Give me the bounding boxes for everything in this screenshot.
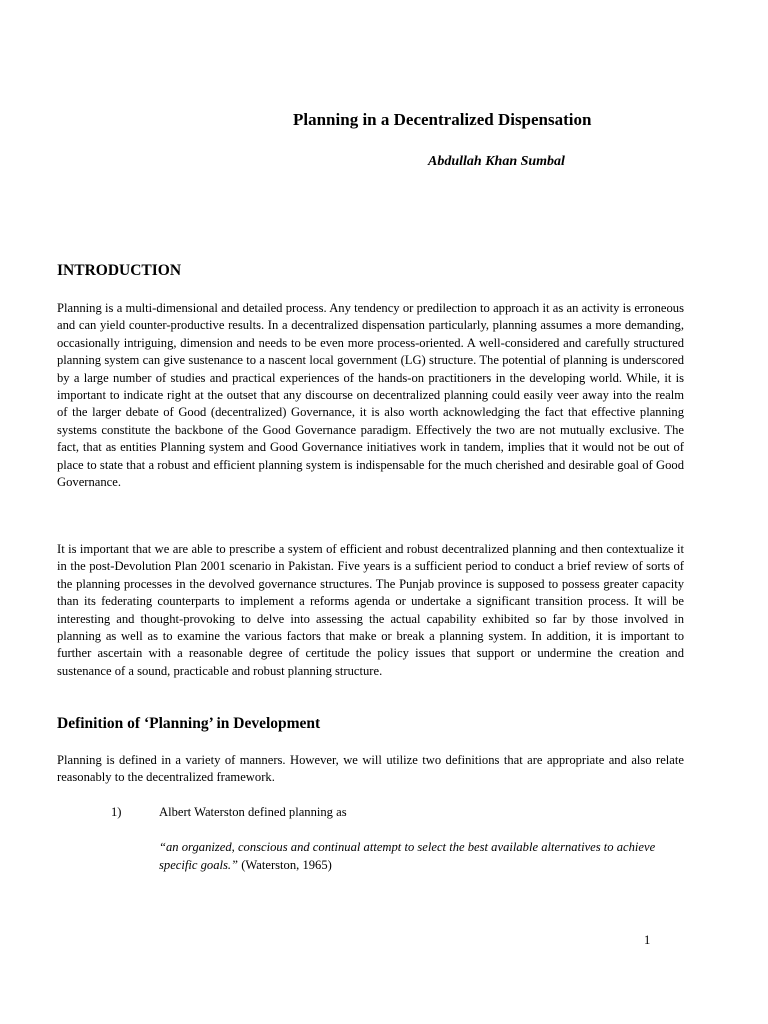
- introduction-paragraph-1: Planning is a multi-dimensional and detailed process. Any tendency or predilection to approach it as an activity is erroneous and can yield counter-productive results. In a decentralized dispensation particularly, planning assumes a more demanding, occasionally intriguing, dimension and needs to be even more process-oriented. A well-considered and carefully structured planning system can give sustenance to a nascent local government (LG) structure. The potential of planning is underscored by a large number of studies and practical experiences of the hands-on practitioners in the developing world. While, it is important to indicate right at the outset that any discourse on decentralized planning could easily veer away into the realm of the larger debate of Good (decentralized) Governance, it is also worth acknowledging the fact that effective planning systems constitute the backbone of the Good Governance paradigm. Effectively the two are not mutually exclusive. The fact, that as entities Planning system and Good Governance initiatives work in tandem, implies that it would not be out of place to state that a robust and efficient planning system is indispensable for the much cherished and desirable goal of Good Governance.: [57, 301, 684, 490]
- quote-text: “an organized, conscious and continual attempt to select the best available alternatives to achieve specific goals.”: [159, 840, 656, 872]
- quote-citation: (Waterston, 1965): [238, 858, 332, 872]
- introduction-heading: INTRODUCTION: [57, 262, 182, 279]
- author-name: Abdullah Khan Sumbal: [428, 154, 565, 169]
- definition-heading: Definition of ‘Planning’ in Development: [57, 715, 321, 732]
- definition-paragraph: Planning is defined in a variety of manners. However, we will utilize two definitions that are appropriate and also relate reasonably to the decentralized framework.: [57, 753, 684, 785]
- list-item-text: Albert Waterston defined planning as: [159, 805, 347, 819]
- list-item-number: 1): [111, 805, 122, 819]
- definition-quote: [159, 838, 685, 874]
- list-item: [111, 804, 347, 821]
- introduction-paragraph-2: It is important that we are able to prescribe a system of efficient and robust decentralized planning and then contextualize it in the post-Devolution Plan 2001 scenario in Pakistan. Five years is a sufficient period to conduct a brief review of sorts of the planning processes in the devolved governance structures. The Punjab province is supposed to possess greater capacity than its federating counterparts to implement a reforms agenda or undertake a significant transition process. It will be interesting and thought-provoking to delve into assessing the actual capability exhibited so far by those involved in planning as well as to examine the various factors that make or break a planning system. In addition, it is important to further ascertain with a reasonable degree of certitude the policy issues that support or undermine the creation and sustenance of a sound, practicable and robust planning structure.: [57, 542, 684, 678]
- document-title: Planning in a Decentralized Dispensation: [293, 110, 592, 129]
- page-number: 1: [644, 933, 651, 947]
